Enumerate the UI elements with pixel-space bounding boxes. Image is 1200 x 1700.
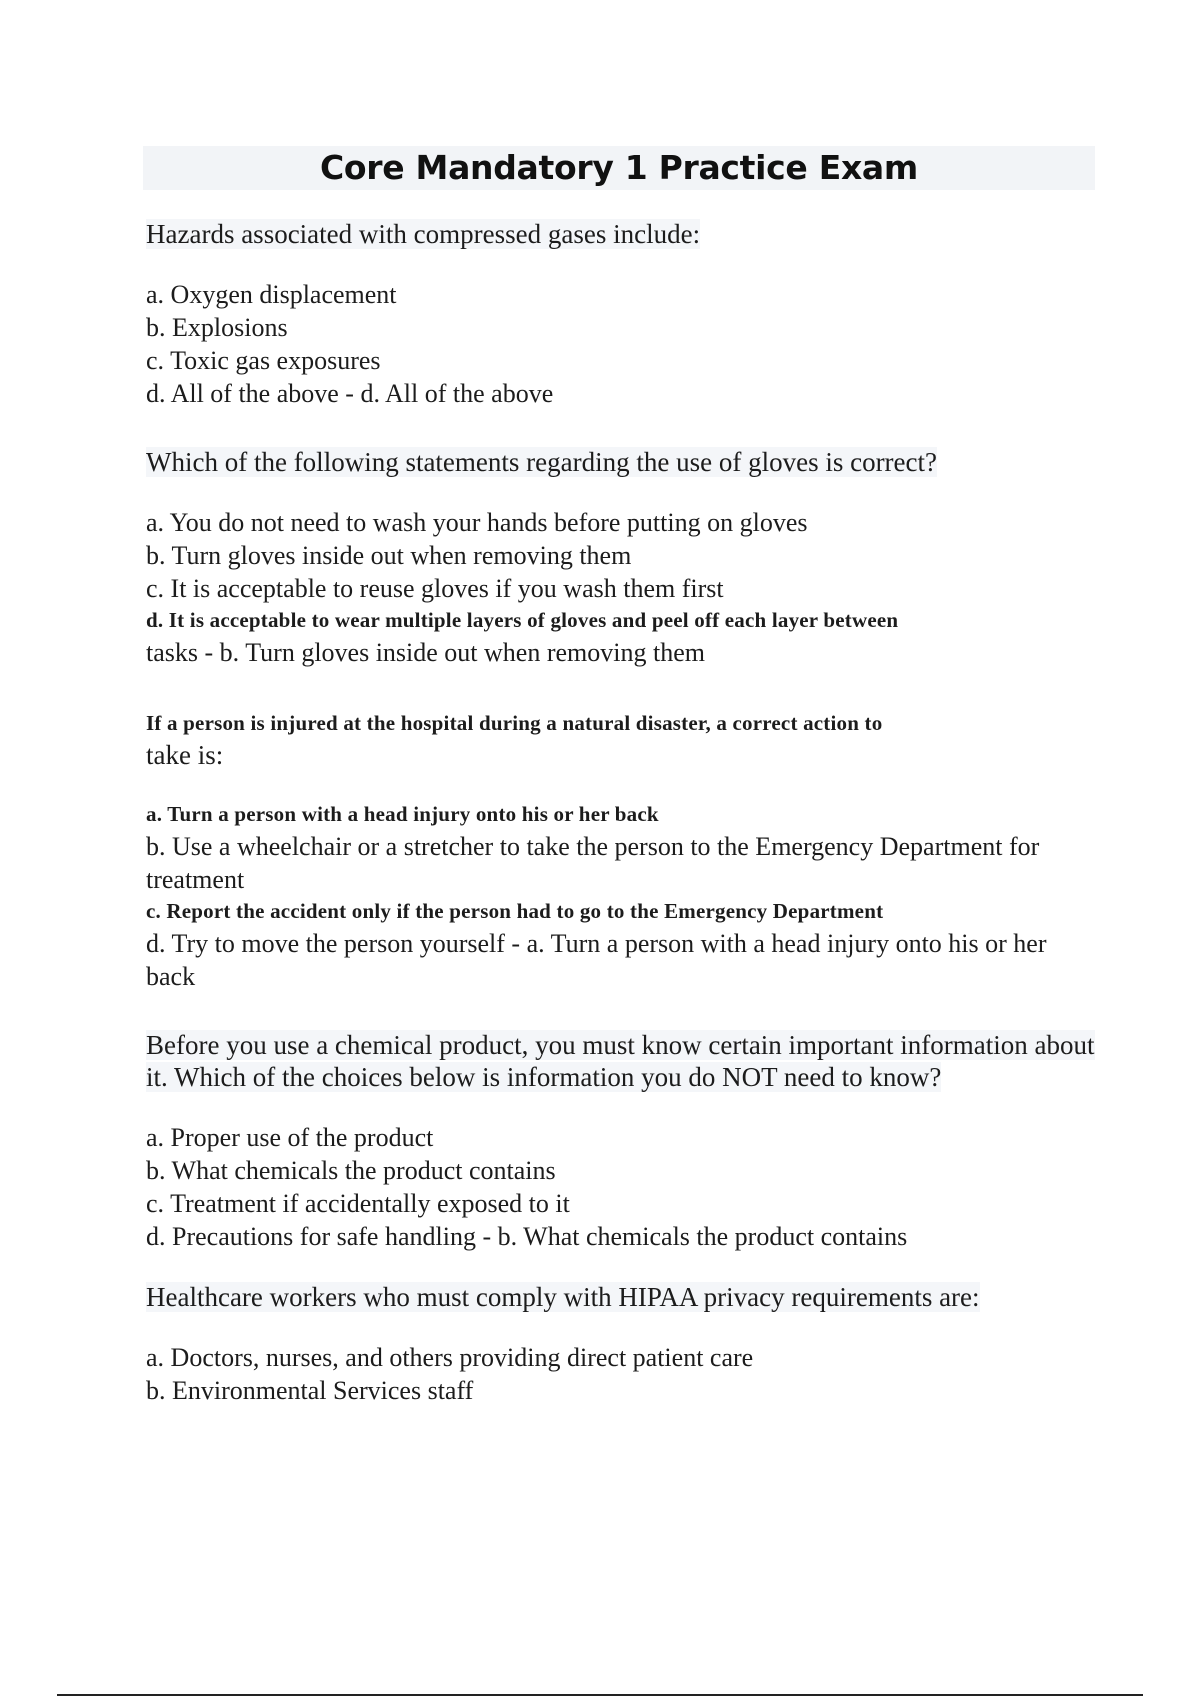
answer-option-a: a. You do not need to wash your hands before putting on gloves [146,508,808,537]
question-stem-text: Before you use a chemical product, you must know certain important information about it. Which of the choices below is information you do NOT need to know? [146,1030,1095,1092]
answer-options [146,506,1096,669]
answer-option-c: c. It is acceptable to reuse gloves if you wash them first [146,574,724,603]
question-stem-text: Healthcare workers who must comply with HIPAA privacy requirements are: [146,1282,980,1312]
question-stem [146,1029,1096,1093]
answer-option-a: a. Turn a person with a head injury onto his or her back [146,802,659,826]
answer-option-a: a. Oxygen displacement [146,280,397,309]
answer-option-d: d. Precautions for safe handling - b. What chemicals the product contains [146,1222,908,1251]
question-stem [146,218,1096,250]
question-1 [146,218,1096,410]
question-stem-text: Which of the following statements regarding the use of gloves is correct? [146,447,938,477]
exam-content [146,218,1096,1437]
answer-options [146,278,1096,410]
answer-options [146,1121,1096,1253]
answer-option-b: b. Environmental Services staff [146,1376,474,1405]
answer-option-c: c. Treatment if accidentally exposed to it [146,1189,570,1218]
answer-options [146,1341,1096,1407]
answer-options [146,799,1096,993]
title-band [143,146,1095,190]
answer-option-a: a. Proper use of the product [146,1123,434,1152]
question-2 [146,446,1096,669]
question-stem-line-2: take is: [146,740,224,770]
question-4 [146,1029,1096,1253]
answer-option-b: b. Use a wheelchair or a stretcher to take the person to the Emergency Department for treatment [146,832,1040,894]
question-stem [146,446,1096,478]
answer-option-d: d. Try to move the person yourself - a. Turn a person with a head injury onto his or her back [146,929,1047,991]
question-stem-text: Hazards associated with compressed gases include: [146,219,701,249]
question-stem [146,1281,1096,1313]
question-stem-line-1: If a person is injured at the hospital during a natural disaster, a correct action to [146,711,883,735]
question-5 [146,1281,1096,1407]
question-3 [146,705,1096,993]
answer-option-d: d. It is acceptable to wear multiple layers of gloves and peel off each layer between [146,608,899,632]
answer-option-c: c. Report the accident only if the person had to go to the Emergency Department [146,899,884,923]
question-stem [146,705,1096,771]
answer-option-b: b. Explosions [146,313,288,342]
page-title: Core Mandatory 1 Practice Exam [320,148,918,187]
answer-option-a: a. Doctors, nurses, and others providing direct patient care [146,1343,754,1372]
answer-key: tasks - b. Turn gloves inside out when removing them [146,638,705,667]
answer-option-c: c. Toxic gas exposures [146,346,381,375]
answer-option-b: b. What chemicals the product contains [146,1156,556,1185]
footer-divider [57,1694,1143,1696]
answer-option-d: d. All of the above - d. All of the above [146,379,554,408]
answer-option-b: b. Turn gloves inside out when removing them [146,541,632,570]
